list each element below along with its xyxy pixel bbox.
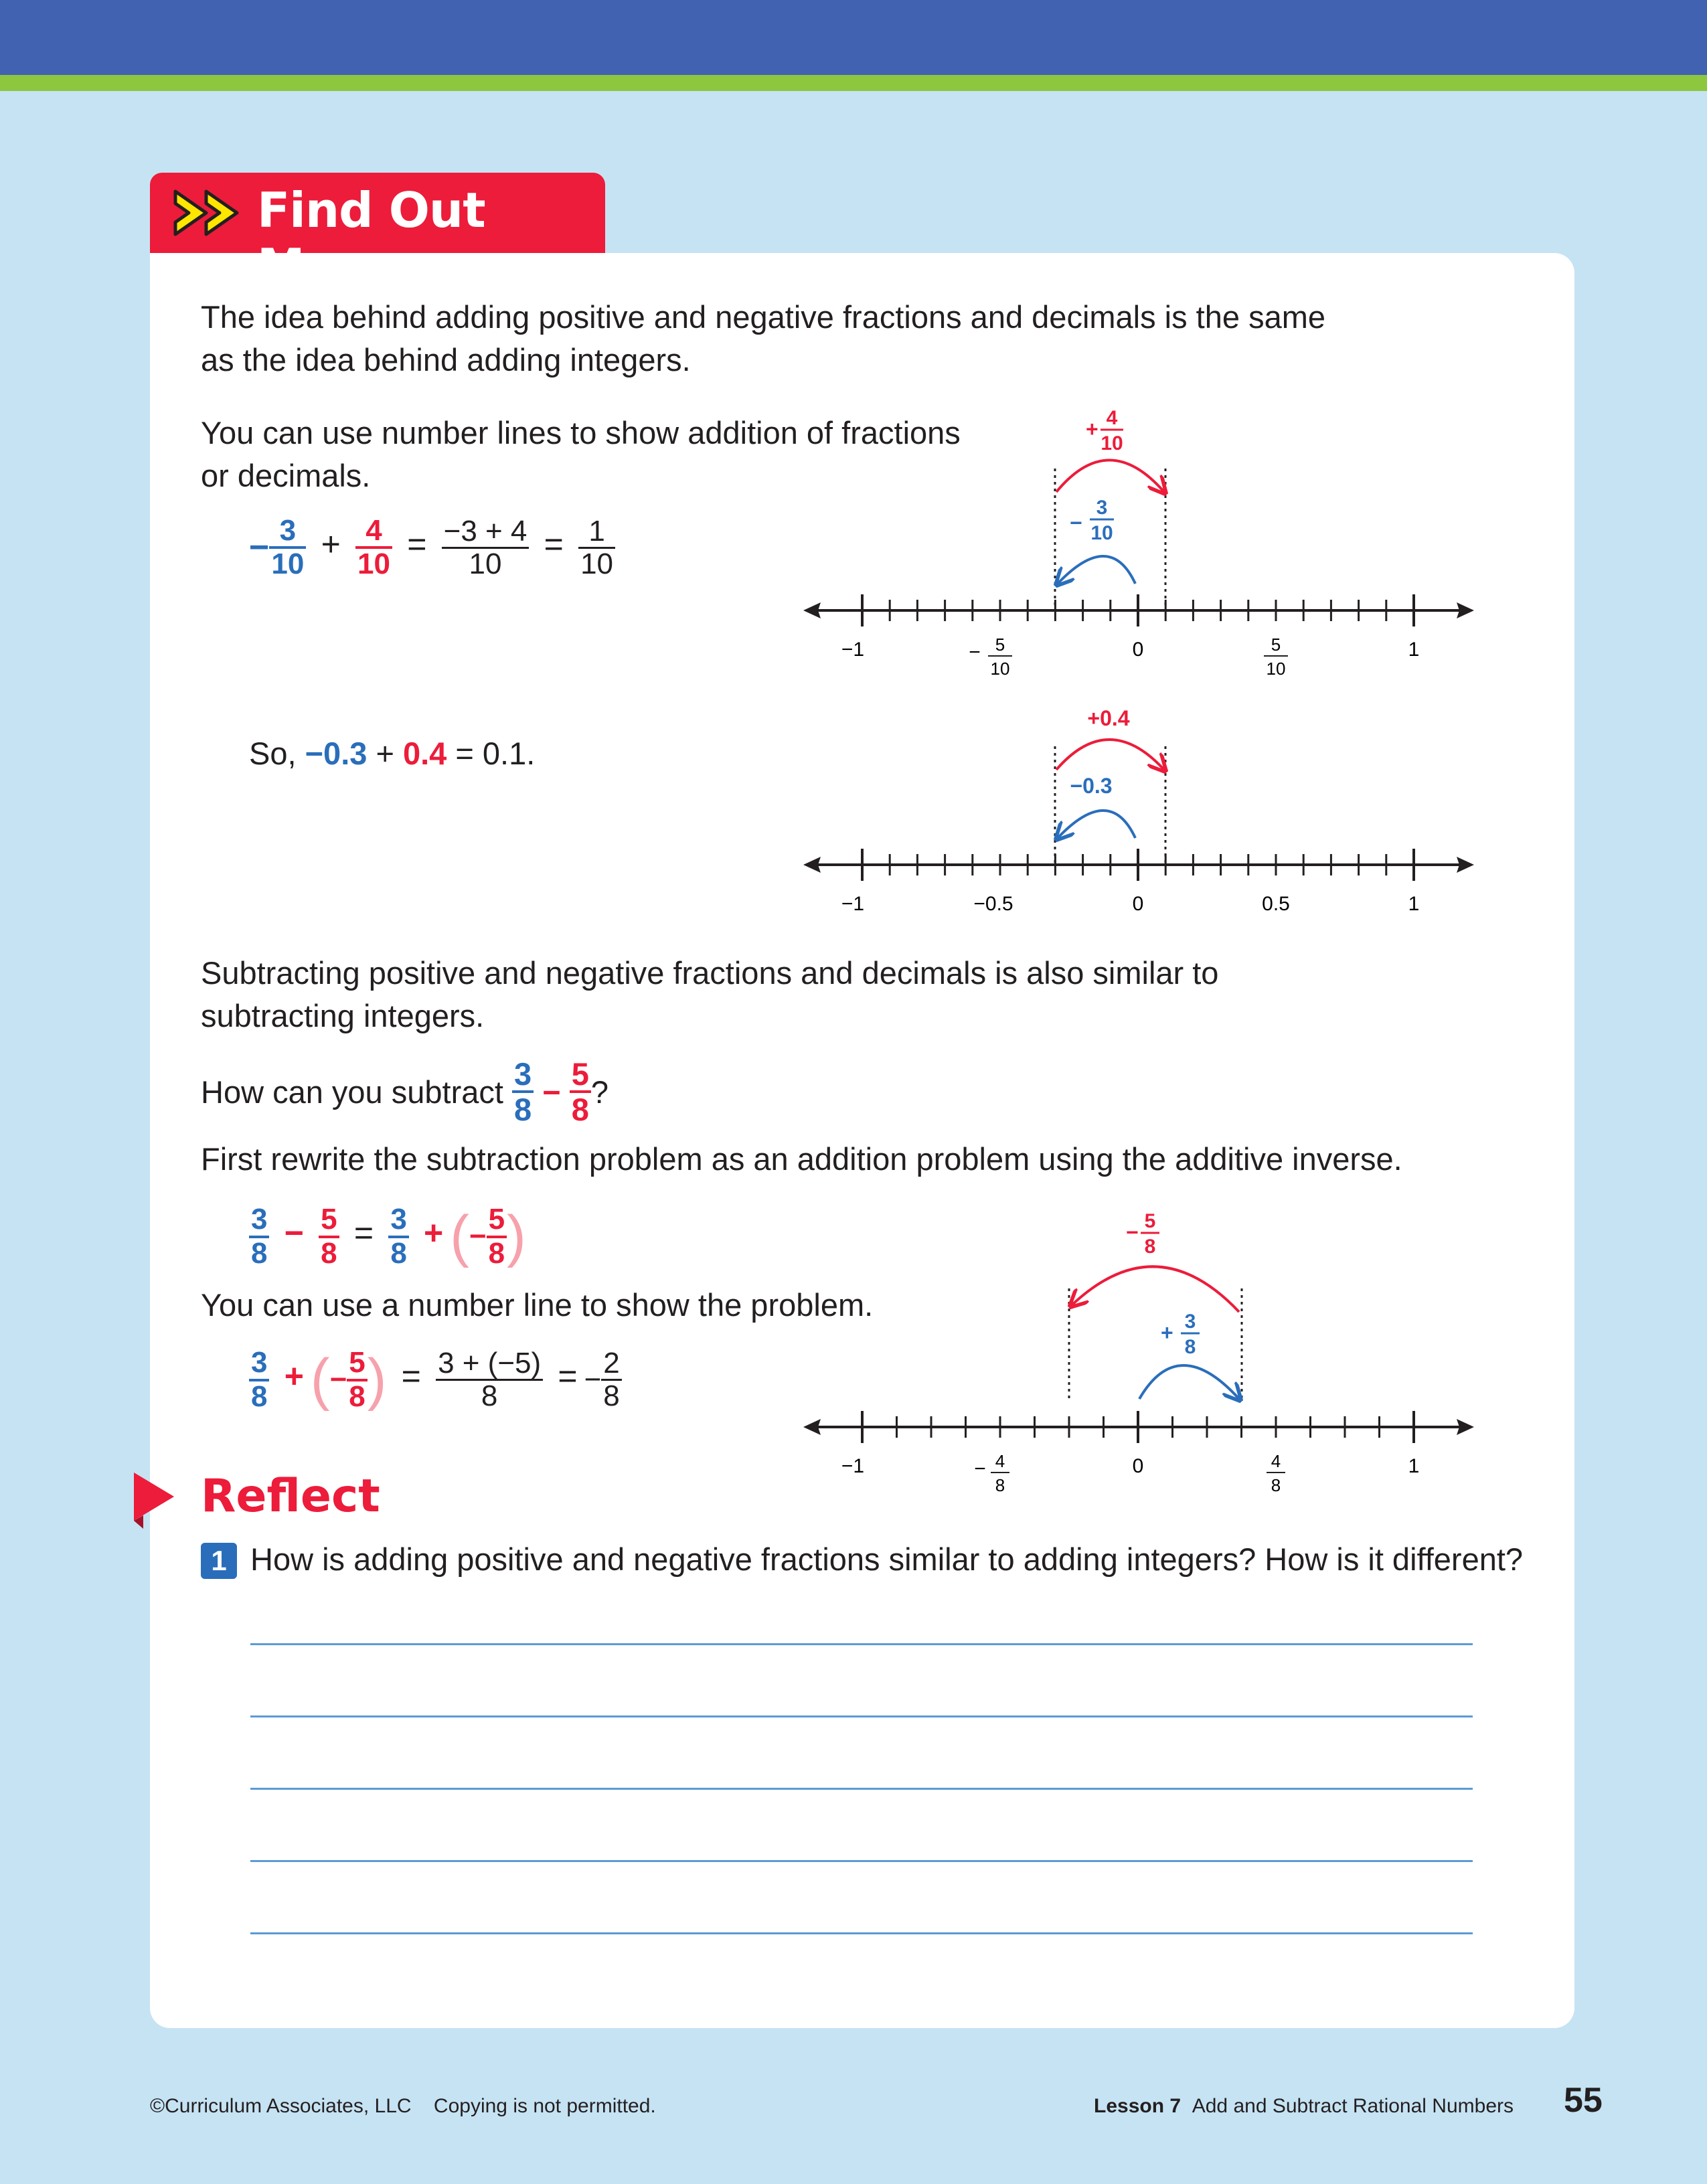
fast-forward-icon — [171, 187, 252, 238]
answer-line[interactable] — [250, 1860, 1473, 1862]
fraction-combined: $\frac{-3 + 4}{10}$ — [442, 516, 530, 580]
reflect-flag-icon — [134, 1473, 174, 1529]
eq-op: + — [321, 525, 341, 563]
tick-label: −0.5 — [973, 893, 1013, 915]
tick-label: −1 — [841, 639, 865, 661]
top-banner — [0, 0, 1707, 75]
fraction-neg-3-10: $\frac{3}{10}$ — [269, 515, 306, 580]
decimal-neg-0-3: −0.3 — [305, 736, 368, 771]
red-jump-label: +0.4 — [1087, 706, 1130, 730]
svg-text:−: − — [1126, 1220, 1139, 1244]
svg-text:3: 3 — [1096, 497, 1108, 519]
eq-sign: − — [249, 528, 270, 568]
svg-text:+: + — [1086, 417, 1099, 441]
svg-text:4: 4 — [1271, 1451, 1281, 1471]
equation-fraction-sum — [249, 515, 615, 580]
decimal-0-4: 0.4 — [402, 736, 447, 771]
svg-text:5: 5 — [1144, 1210, 1156, 1232]
top-accent-stripe — [0, 75, 1707, 91]
subtract-question: How can you subtract $\frac{3}{8}$ − $\frac{5}{8}$ ? — [201, 1056, 609, 1128]
svg-text:8: 8 — [995, 1475, 1005, 1495]
blue-jump-arrow — [1058, 811, 1135, 838]
lesson-title: Add and Subtract Rational Numbers — [1192, 2095, 1514, 2117]
red-jump-arrow — [1056, 460, 1164, 493]
number-line-decimals — [790, 696, 1486, 924]
intro-line: or decimals. — [201, 458, 371, 493]
eq-op: = — [407, 525, 427, 563]
decimal-result: 0.1. — [482, 736, 536, 771]
red-jump-arrow — [1056, 740, 1164, 770]
section-header — [150, 173, 605, 254]
fraction-result: $\frac{1}{10}$ — [578, 516, 615, 580]
tick-label: 0 — [1132, 893, 1144, 915]
equation-decimal-sum: So, −0.3 + 0.4 = 0.1. — [249, 736, 536, 771]
svg-text:+: + — [1161, 1321, 1173, 1345]
tick-label: 0.5 — [1262, 893, 1290, 915]
svg-text:10: 10 — [1090, 522, 1113, 544]
svg-text:10: 10 — [1266, 659, 1286, 679]
tick-label: −1 — [841, 1455, 865, 1477]
answer-line[interactable] — [250, 1643, 1473, 1645]
blue-jump-arrow — [1058, 556, 1135, 584]
svg-text:4: 4 — [995, 1451, 1005, 1471]
svg-text:10: 10 — [1101, 432, 1123, 454]
eq-op: = — [544, 525, 564, 563]
svg-text:−: − — [1070, 511, 1082, 535]
svg-text:10: 10 — [990, 659, 1010, 679]
blue-jump-arrow — [1139, 1365, 1239, 1399]
svg-text:8: 8 — [1144, 1236, 1156, 1258]
equation-subtraction-result: $\frac{3}{8}$ + (− $\frac{5}{8}$ ) = $\frac{3 + (-5)}{8}$ = − $\frac{2}{8}$ — [249, 1347, 622, 1413]
fraction-5-8: $\frac{5}{8}$ — [570, 1058, 591, 1126]
tick-label: −1 — [841, 893, 865, 915]
lesson-footer — [1094, 2095, 1514, 2118]
number-line-fractions-tenths — [790, 395, 1486, 689]
tick-label: 0 — [1132, 1455, 1144, 1477]
numberline-sentence: You can use a number line to show the problem. — [201, 1287, 874, 1323]
svg-text:3: 3 — [1184, 1311, 1196, 1333]
question-number-badge: 1 — [201, 1543, 237, 1579]
intro-line: as the idea behind adding integers. — [201, 342, 691, 377]
tick-label: 0 — [1132, 639, 1144, 661]
svg-text:8: 8 — [1271, 1475, 1281, 1495]
lesson-number: Lesson 7 — [1094, 2095, 1182, 2117]
number-line-eighths — [790, 1205, 1486, 1513]
svg-text:−: − — [974, 1458, 986, 1480]
red-jump-arrow — [1072, 1266, 1239, 1312]
svg-text:4: 4 — [1106, 407, 1118, 429]
svg-text:8: 8 — [1184, 1336, 1196, 1358]
equation-additive-inverse: $\frac{3}{8}$ − $\frac{5}{8}$ = $\frac{3}{8}$ + (− $\frac{5}{8}$ ) — [249, 1203, 526, 1270]
blue-jump-label: −0.3 — [1070, 774, 1113, 798]
page-number: 55 — [1564, 2081, 1603, 2120]
intro-line: You can use number lines to show addition of fractions — [201, 415, 961, 450]
intro-line: The idea behind adding positive and negative fractions and decimals is the same — [201, 299, 1325, 335]
svg-text:−: − — [969, 641, 981, 663]
additive-inverse-sentence: First rewrite the subtraction problem as an addition problem using the additive inverse. — [201, 1141, 1402, 1177]
section-title: Find Out — [257, 182, 485, 238]
fraction-4-10: $\frac{4}{10}$ — [355, 515, 392, 580]
subtract-paragraph: Subtracting positive and negative fractions and decimals is also similar to subtracting integers. — [201, 955, 1219, 1033]
answer-line[interactable] — [250, 1715, 1473, 1717]
svg-text:5: 5 — [1271, 635, 1281, 655]
answer-line[interactable] — [250, 1932, 1473, 1934]
tick-label: 1 — [1408, 893, 1420, 915]
answer-line[interactable] — [250, 1788, 1473, 1790]
copyright-notice: ©Curriculum Associates, LLC Copying is not permitted. — [150, 2095, 656, 2117]
reflect-heading: Reflect — [201, 1470, 380, 1523]
tick-label: 1 — [1408, 1455, 1420, 1477]
fraction-3-8: $\frac{3}{8}$ — [512, 1058, 534, 1126]
tick-label: 1 — [1408, 639, 1420, 661]
svg-text:5: 5 — [995, 635, 1005, 655]
intro-paragraph — [201, 296, 1325, 382]
reflect-question: How is adding positive and negative fractions similar to adding integers? How is it different? — [250, 1541, 1524, 1577]
